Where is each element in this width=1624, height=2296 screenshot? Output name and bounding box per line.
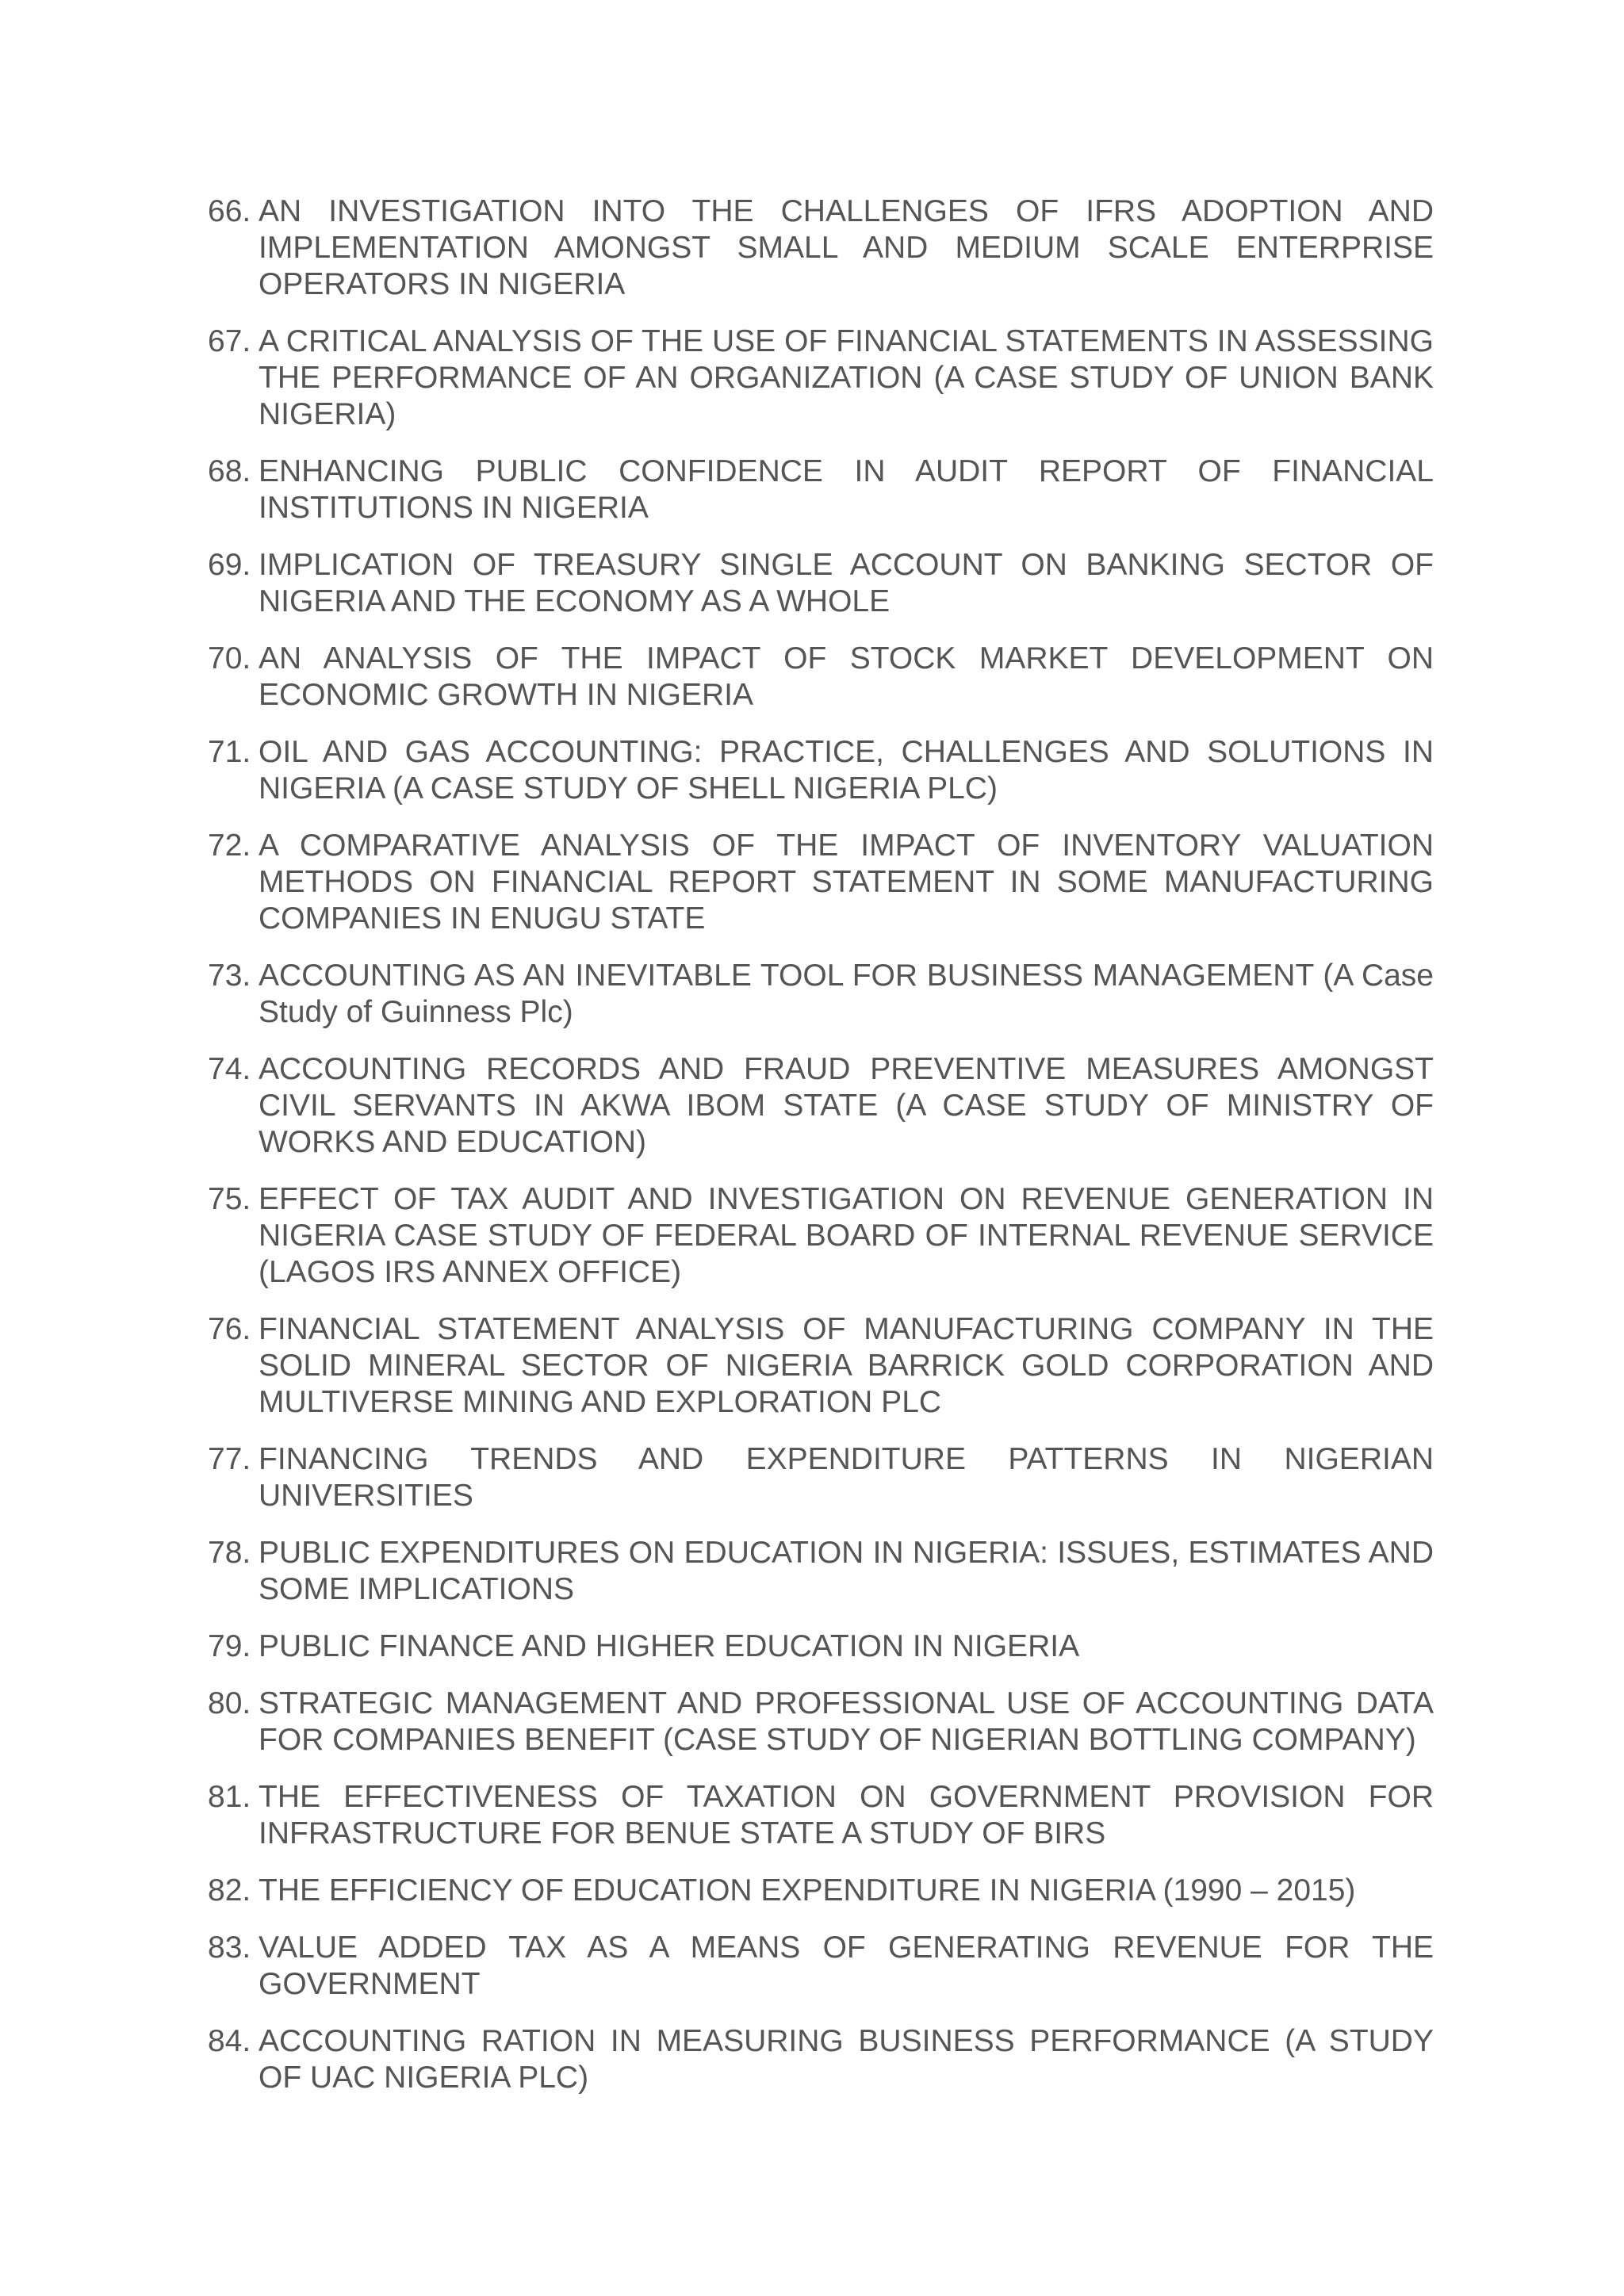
item-text: STRATEGIC MANAGEMENT AND PROFESSIONAL USE OF ACCOUNTING DATA FOR COMPANIES BENEFIT (CASE STUDY OF NIGERIAN BOTTLING COMPANY) xyxy=(259,1686,1434,1757)
item-text: PUBLIC FINANCE AND HIGHER EDUCATION IN NIGERIA xyxy=(259,1629,1080,1663)
item-text: AN INVESTIGATION INTO THE CHALLENGES OF IFRS ADOPTION AND IMPLEMENTATION AMONGST SMALL AND MEDIUM SCALE ENTERPRISE OPERATORS IN NIGERIA xyxy=(259,194,1434,301)
item-text: AN ANALYSIS OF THE IMPACT OF STOCK MARKET DEVELOPMENT ON ECONOMIC GROWTH IN NIGERIA xyxy=(259,641,1434,712)
list-item xyxy=(208,734,1434,807)
item-number: 68. xyxy=(208,454,251,488)
item-text: THE EFFECTIVENESS OF TAXATION ON GOVERNMENT PROVISION FOR INFRASTRUCTURE FOR BENUE STATE A STUDY OF BIRS xyxy=(259,1780,1434,1850)
item-number: 74. xyxy=(208,1052,251,1086)
list-item xyxy=(208,1181,1434,1291)
list-item xyxy=(208,2023,1434,2096)
item-number: 73. xyxy=(208,959,251,993)
item-text: VALUE ADDED TAX AS A MEANS OF GENERATING REVENUE FOR THE GOVERNMENT xyxy=(259,1931,1434,2001)
item-number: 77. xyxy=(208,1442,251,1476)
list-item xyxy=(208,1535,1434,1608)
item-number: 84. xyxy=(208,2024,251,2058)
item-text: FINANCIAL STATEMENT ANALYSIS OF MANUFACTURING COMPANY IN THE SOLID MINERAL SECTOR OF NIGERIA BARRICK GOLD CORPORATION AND MULTIVERSE MINING AND EXPLORATION PLC xyxy=(259,1312,1434,1419)
item-number: 66. xyxy=(208,194,251,228)
item-text: ACCOUNTING RATION IN MEASURING BUSINESS PERFORMANCE (A STUDY OF UAC NIGERIA PLC) xyxy=(259,2024,1434,2095)
item-text: OIL AND GAS ACCOUNTING: PRACTICE, CHALLENGES AND SOLUTIONS IN NIGERIA (A CASE STUDY OF SHELL NIGERIA PLC) xyxy=(259,735,1434,806)
list-item xyxy=(208,547,1434,620)
item-text: A CRITICAL ANALYSIS OF THE USE OF FINANCIAL STATEMENTS IN ASSESSING THE PERFORMANCE OF AN ORGANIZATION (A CASE STUDY OF UNION BANK NIGERIA) xyxy=(259,324,1434,431)
list-item xyxy=(208,1686,1434,1758)
list-item xyxy=(208,1779,1434,1852)
item-number: 71. xyxy=(208,735,251,769)
item-number: 67. xyxy=(208,324,251,358)
list-item xyxy=(208,453,1434,526)
item-text: A COMPARATIVE ANALYSIS OF THE IMPACT OF INVENTORY VALUATION METHODS ON FINANCIAL REPORT STATEMENT IN SOME MANUFACTURING COMPANIES IN ENUGU STATE xyxy=(259,828,1434,936)
item-number: 75. xyxy=(208,1182,251,1216)
list-item xyxy=(208,958,1434,1031)
list-item xyxy=(208,1441,1434,1514)
item-number: 82. xyxy=(208,1873,251,1908)
item-number: 83. xyxy=(208,1931,251,1965)
item-text: ACCOUNTING AS AN INEVITABLE TOOL FOR BUSINESS MANAGEMENT (A Case Study of Guinness Plc) xyxy=(259,959,1434,1029)
item-text: ENHANCING PUBLIC CONFIDENCE IN AUDIT REPORT OF FINANCIAL INSTITUTIONS IN NIGERIA xyxy=(259,454,1434,525)
item-text: PUBLIC EXPENDITURES ON EDUCATION IN NIGERIA: ISSUES, ESTIMATES AND SOME IMPLICATIONS xyxy=(259,1536,1434,1606)
item-number: 78. xyxy=(208,1536,251,1570)
item-text: THE EFFICIENCY OF EDUCATION EXPENDITURE IN NIGERIA (1990 – 2015) xyxy=(259,1873,1356,1908)
list-item xyxy=(208,323,1434,433)
item-number: 72. xyxy=(208,828,251,863)
item-number: 70. xyxy=(208,641,251,675)
item-number: 76. xyxy=(208,1312,251,1346)
list-item xyxy=(208,1873,1434,1909)
item-number: 80. xyxy=(208,1686,251,1720)
list-item xyxy=(208,1628,1434,1665)
item-number: 69. xyxy=(208,548,251,582)
topic-list xyxy=(208,193,1434,2117)
item-text: EFFECT OF TAX AUDIT AND INVESTIGATION ON REVENUE GENERATION IN NIGERIA CASE STUDY OF FEDERAL BOARD OF INTERNAL REVENUE SERVICE (LAGOS IRS ANNEX OFFICE) xyxy=(259,1182,1434,1289)
item-text: IMPLICATION OF TREASURY SINGLE ACCOUNT ON BANKING SECTOR OF NIGERIA AND THE ECONOMY AS A WHOLE xyxy=(259,548,1434,618)
list-item xyxy=(208,828,1434,937)
list-item xyxy=(208,641,1434,714)
item-number: 81. xyxy=(208,1780,251,1814)
list-item xyxy=(208,1930,1434,2003)
list-item xyxy=(208,193,1434,303)
list-item xyxy=(208,1051,1434,1161)
item-text: FINANCING TRENDS AND EXPENDITURE PATTERNS IN NIGERIAN UNIVERSITIES xyxy=(259,1442,1434,1513)
list-item xyxy=(208,1311,1434,1421)
item-text: ACCOUNTING RECORDS AND FRAUD PREVENTIVE MEASURES AMONGST CIVIL SERVANTS IN AKWA IBOM STATE (A CASE STUDY OF MINISTRY OF WORKS AND EDUCATION) xyxy=(259,1052,1434,1159)
item-number: 79. xyxy=(208,1629,251,1663)
